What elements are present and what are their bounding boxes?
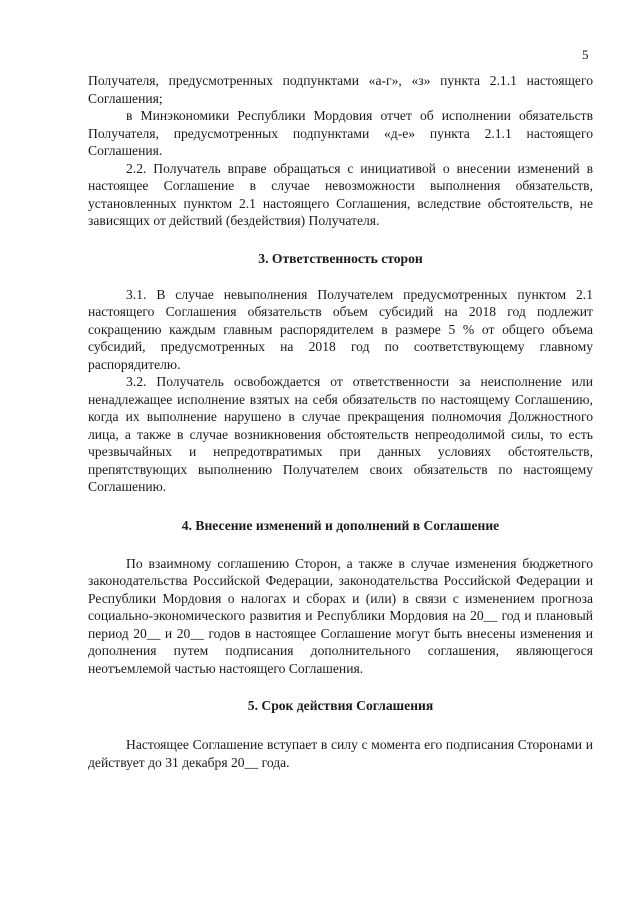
paragraph-ministry-report: в Минэкономики Республики Мордовия отчет об исполнении обязательств Получателя, предусмотренных подпунктами «д-е» пункта 2.1.1 настоящего Соглашения. <box>88 108 593 158</box>
paragraph-recipient-clauses: Получателя, предусмотренных подпунктами «а-г», «з» пункта 2.1.1 настоящего Соглашения; <box>88 73 593 106</box>
section-heading-term: 5. Срок действия Соглашения <box>247 698 434 713</box>
document-body <box>88 72 593 771</box>
paragraph-3-2: 3.2. Получатель освобождается от ответственности за неисполнение или ненадлежащее исполнение взятых на себя обязательств по настоящему Соглашению, когда их выполнение нарушено в случае прекращения полномочия Должностного лица, а также в случае возникновения обстоятельств непреодолимой силы, то есть чрезвычайных и непредотвратимых при данных условиях обстоятельств, препятствующих выполнению Получателем своих обязательств по настоящему Соглашению. <box>88 374 593 494</box>
section-heading-amendments: 4. Внесение изменений и дополнений в Соглашение <box>181 517 500 533</box>
paragraph-2-2: 2.2. Получатель вправе обращаться с инициативой о внесении изменений в настоящее Соглашение в случае невозможности выполнения обязательств, установленных пунктом 2.1 настоящего Соглашения, вследствие обстоятельств, не зависящих от действий (бездействия) Получателя. <box>88 160 593 228</box>
paragraph-3-1: 3.1. В случае невыполнения Получателем предусмотренных пунктом 2.1 настоящего Соглашения обязательств объем субсидий на 2018 год подлежит сокращению каждым главным распорядителем в размере 5 % от общего объема субсидий, предусмотренных на 2018 год по соответствующему главному распорядителю. <box>88 286 593 372</box>
section-heading-responsibility: 3. Ответственность сторон <box>258 250 423 266</box>
paragraph-term: Настоящее Соглашение вступает в силу с момента его подписания Сторонами и действует до 31 декабря 20__ года. <box>88 737 593 770</box>
paragraph-amendments: По взаимному соглашению Сторон, а также в случае изменения бюджетного законодательства Российской Федерации, законодательства Российской Федерации и Республики Мордовия о налогах и сборах и (или) в связи с изменением прогноза социально-экономического развития и Республики Мордовия на 20__ год и плановый период 20__ и 20__ годов в настоящее Соглашение могут быть внесены изменения и дополнения путем подписания дополнительного соглашения, являющегося неотъемлемой частью настоящего Соглашения. <box>88 555 593 676</box>
page-number: 5 <box>582 47 589 62</box>
